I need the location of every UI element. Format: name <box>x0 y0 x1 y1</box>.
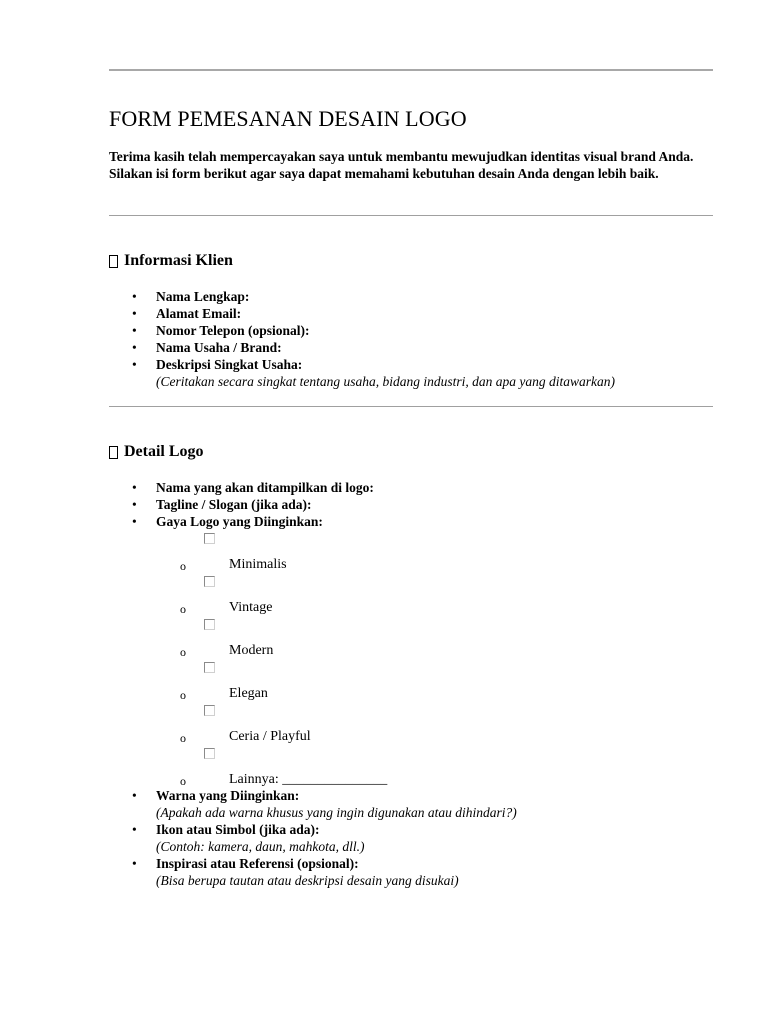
section-heading-logo-text: Detail Logo <box>124 443 204 460</box>
bullet-icon: • <box>132 788 137 803</box>
missing-glyph-icon <box>109 446 118 459</box>
sub-bullet-icon: o <box>180 731 186 745</box>
option-label: Vintage <box>229 600 273 615</box>
bullet-icon: • <box>132 497 137 512</box>
bullet-icon: • <box>132 306 137 321</box>
field-label: Nama yang akan ditampilkan di logo: <box>156 480 374 495</box>
bullet-icon: • <box>132 289 137 304</box>
list-item <box>0 787 517 821</box>
field-label: Gaya Logo yang Diinginkan: <box>156 514 323 529</box>
option-label: Elegan <box>229 686 268 701</box>
section-heading-client <box>109 252 233 270</box>
list-item <box>0 339 615 356</box>
field-label: Nama Usaha / Brand: <box>156 340 282 355</box>
logo-detail-list-bottom <box>0 787 517 889</box>
logo-detail-list-top <box>0 479 374 530</box>
checkbox-icon[interactable] <box>204 748 215 759</box>
list-item <box>0 821 517 855</box>
checkbox-icon[interactable] <box>204 705 215 716</box>
page-title: FORM PEMESANAN DESAIN LOGO <box>109 106 467 131</box>
option-label: Modern <box>229 643 274 658</box>
option-label: Minimalis <box>229 557 287 572</box>
field-label: Alamat Email: <box>156 306 242 321</box>
bullet-icon: • <box>132 480 137 495</box>
list-item <box>0 305 615 322</box>
checkbox-icon[interactable] <box>204 576 215 587</box>
field-label: Inspirasi atau Referensi (opsional): <box>156 856 359 871</box>
checkbox-icon[interactable] <box>204 619 215 630</box>
field-note: (Contoh: kamera, daun, mahkota, dll.) <box>156 839 365 854</box>
option-label: Ceria / Playful <box>229 729 311 744</box>
divider-1 <box>109 215 713 216</box>
field-note: (Ceritakan secara singkat tentang usaha, bidang industri, dan apa yang ditawarkan) <box>156 374 615 389</box>
style-option-elegan <box>0 662 700 705</box>
field-label: Tagline / Slogan (jika ada): <box>156 497 312 512</box>
field-label: Deskripsi Singkat Usaha: <box>156 357 303 372</box>
top-divider <box>109 69 713 71</box>
style-option-minimalis <box>0 533 700 576</box>
field-label: Ikon atau Simbol (jika ada): <box>156 822 320 837</box>
bullet-icon: • <box>132 357 137 372</box>
list-item <box>0 496 374 513</box>
sub-bullet-icon: o <box>180 602 186 616</box>
style-option-lainnya <box>0 748 700 791</box>
sub-bullet-icon: o <box>180 559 186 573</box>
missing-glyph-icon <box>109 255 118 268</box>
bullet-icon: • <box>132 514 137 529</box>
bullet-icon: • <box>132 856 137 871</box>
list-item <box>0 479 374 496</box>
list-item <box>0 322 615 339</box>
option-label: Lainnya: _______________ <box>229 772 388 787</box>
section-heading-client-text: Informasi Klien <box>124 252 233 269</box>
checkbox-icon[interactable] <box>204 533 215 544</box>
bullet-icon: • <box>132 822 137 837</box>
list-item <box>0 513 374 530</box>
style-option-modern <box>0 619 700 662</box>
section-heading-logo <box>109 443 204 461</box>
field-label: Nomor Telepon (opsional): <box>156 323 310 338</box>
bullet-icon: • <box>132 340 137 355</box>
style-option-vintage <box>0 576 700 619</box>
list-item <box>0 288 615 305</box>
style-option-ceria <box>0 705 700 748</box>
field-label: Nama Lengkap: <box>156 289 250 304</box>
list-item <box>0 356 615 390</box>
sub-bullet-icon: o <box>180 774 186 788</box>
checkbox-icon[interactable] <box>204 662 215 673</box>
sub-bullet-icon: o <box>180 645 186 659</box>
field-label: Warna yang Diinginkan: <box>156 788 300 803</box>
client-info-list <box>0 288 615 390</box>
intro-paragraph: Terima kasih telah mempercayakan saya untuk membantu mewujudkan identitas visual brand Anda. Silakan isi form berikut agar saya dapat memahami kebutuhan desain Anda dengan lebih baik. <box>109 149 694 181</box>
divider-2 <box>109 406 713 407</box>
field-note: (Apakah ada warna khusus yang ingin digunakan atau dihindari?) <box>156 805 517 820</box>
field-note: (Bisa berupa tautan atau deskripsi desain yang disukai) <box>156 873 459 888</box>
sub-bullet-icon: o <box>180 688 186 702</box>
bullet-icon: • <box>132 323 137 338</box>
list-item <box>0 855 517 889</box>
